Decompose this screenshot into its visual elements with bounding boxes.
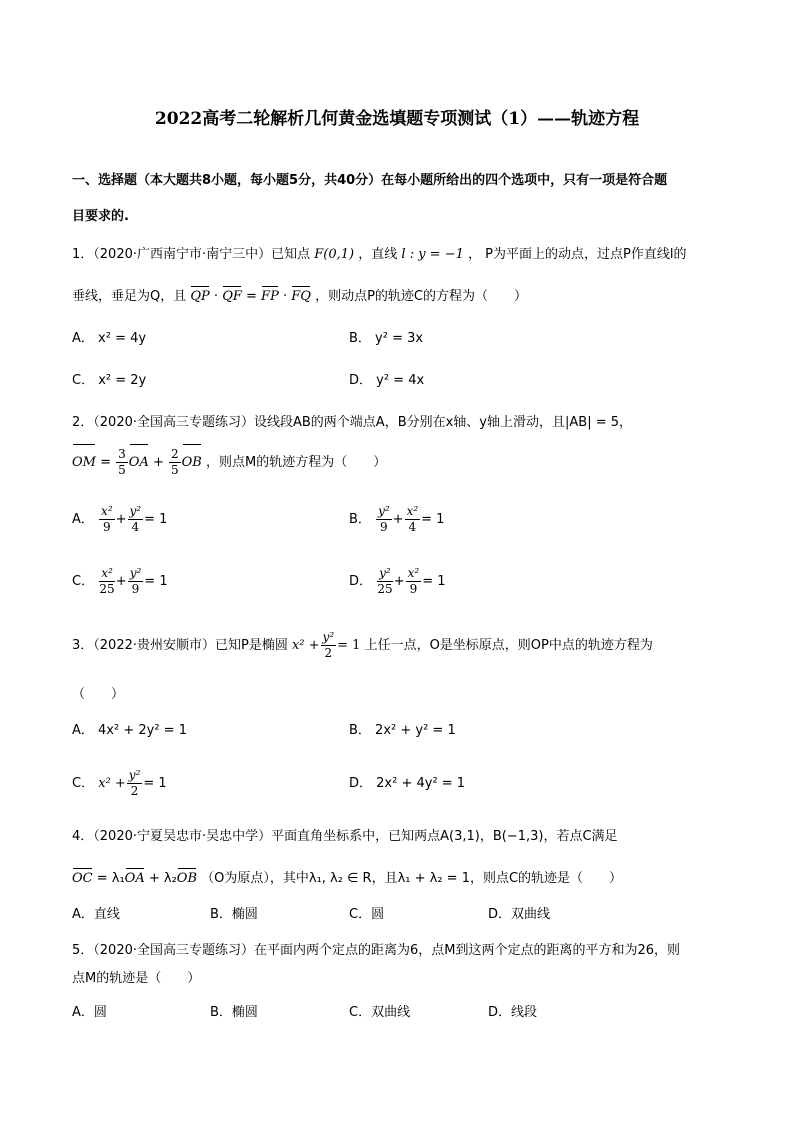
q3-stem-line1: 3．（2022·贵州安顺市）已知P是椭圆 x² + $\frac{\text{y²}}{2}$ = 1 上任一点，O是坐标原点，则OP中点的轨迹方程为 — [72, 630, 653, 660]
q1-option-a[interactable]: A． x² = 4y — [72, 331, 147, 346]
q1-stem-line1: 1．（2020·广西南宁市·南宁三中）已知点 F(0,1) ，直线 l : y = −1 ， P为平面上的动点，过点P作直线l的 — [72, 247, 687, 262]
q1-stem-line2: 垂线，垂足为Q，且 QP · QF = FP · FQ ，则动点P的轨迹C的方程为（ ） — [72, 289, 527, 304]
q1-option-b[interactable]: B． y² = 3x — [349, 331, 424, 346]
q5-option-a[interactable]: A．圆 — [72, 1005, 107, 1020]
section-heading-cont: 目要求的. — [72, 209, 129, 224]
q5-stem-line2: 点M的轨迹是（ ） — [72, 971, 201, 986]
q4-option-c[interactable]: C．圆 — [349, 907, 385, 922]
q4-stem-line2: OC = λ₁OA + λ₂OB （O为原点），其中λ₁, λ₂ ∈ R，且λ₁ + λ₂ = 1，则点C的轨迹是（ ） — [72, 871, 623, 886]
q5-option-d[interactable]: D．线段 — [488, 1005, 538, 1020]
q4-option-a[interactable]: A．直线 — [72, 907, 120, 922]
q2-option-c[interactable]: C． $\frac{\text{x²}}{25}$ + $\frac{\text{y²}}{9}$ = 1 — [72, 566, 168, 596]
section-heading: 一、选择题（本大题共8小题，每小题5分，共40分）在每小题所给出的四个选项中，只有一项是符合题 — [72, 173, 668, 188]
q1-option-c[interactable]: C． x² = 2y — [72, 373, 147, 388]
q3-option-c[interactable]: C． x² + $\frac{\text{y²}}{2}$ = 1 — [72, 768, 167, 798]
page-title: 2022高考二轮解析几何黄金选填题专项测试（1）——轨迹方程 — [154, 109, 640, 129]
q3-option-d[interactable]: D． 2x² + 4y² = 1 — [349, 776, 466, 791]
q1-option-d[interactable]: D． y² = 4x — [349, 373, 425, 388]
q2-option-b[interactable]: B． $\frac{\text{y²}}{9}$ + $\frac{\text{x²}}{4}$ = 1 — [349, 504, 445, 534]
q2-option-a[interactable]: A． $\frac{\text{x²}}{9}$ + $\frac{\text{y²}}{4}$ = 1 — [72, 504, 168, 534]
q2-option-d[interactable]: D． $\frac{\text{y²}}{25}$ + $\frac{\text{x²}}{9}$ = 1 — [349, 566, 446, 596]
q2-stem-line1: 2．（2020·全国高三专题练习）设线段AB的两个端点A，B分别在x轴、y轴上滑动，且|AB| = 5， — [72, 415, 632, 430]
q5-stem-line1: 5．（2020·全国高三专题练习）在平面内两个定点的距离为6，点M到这两个定点的距离的平方和为26，则 — [72, 943, 681, 958]
q3-stem-line2: （ ） — [72, 687, 125, 702]
q3-option-b[interactable]: B． 2x² + y² = 1 — [349, 723, 456, 738]
q5-option-c[interactable]: C．双曲线 — [349, 1005, 411, 1020]
q3-option-a[interactable]: A． 4x² + 2y² = 1 — [72, 723, 187, 738]
q2-stem-line2: OM = $\frac{3}{5}$ OA + $\frac{2}{5}$ OB ，则点M的轨迹方程为（ ） — [72, 446, 386, 480]
q4-stem-line1: 4．（2020·宁夏吴忠市·吴忠中学）平面直角坐标系中，已知两点A(3,1)，B(−1,3)，若点C满足 — [72, 829, 618, 844]
q4-option-d[interactable]: D．双曲线 — [488, 907, 551, 922]
q4-option-b[interactable]: B．椭圆 — [210, 907, 258, 922]
q5-option-b[interactable]: B．椭圆 — [210, 1005, 258, 1020]
